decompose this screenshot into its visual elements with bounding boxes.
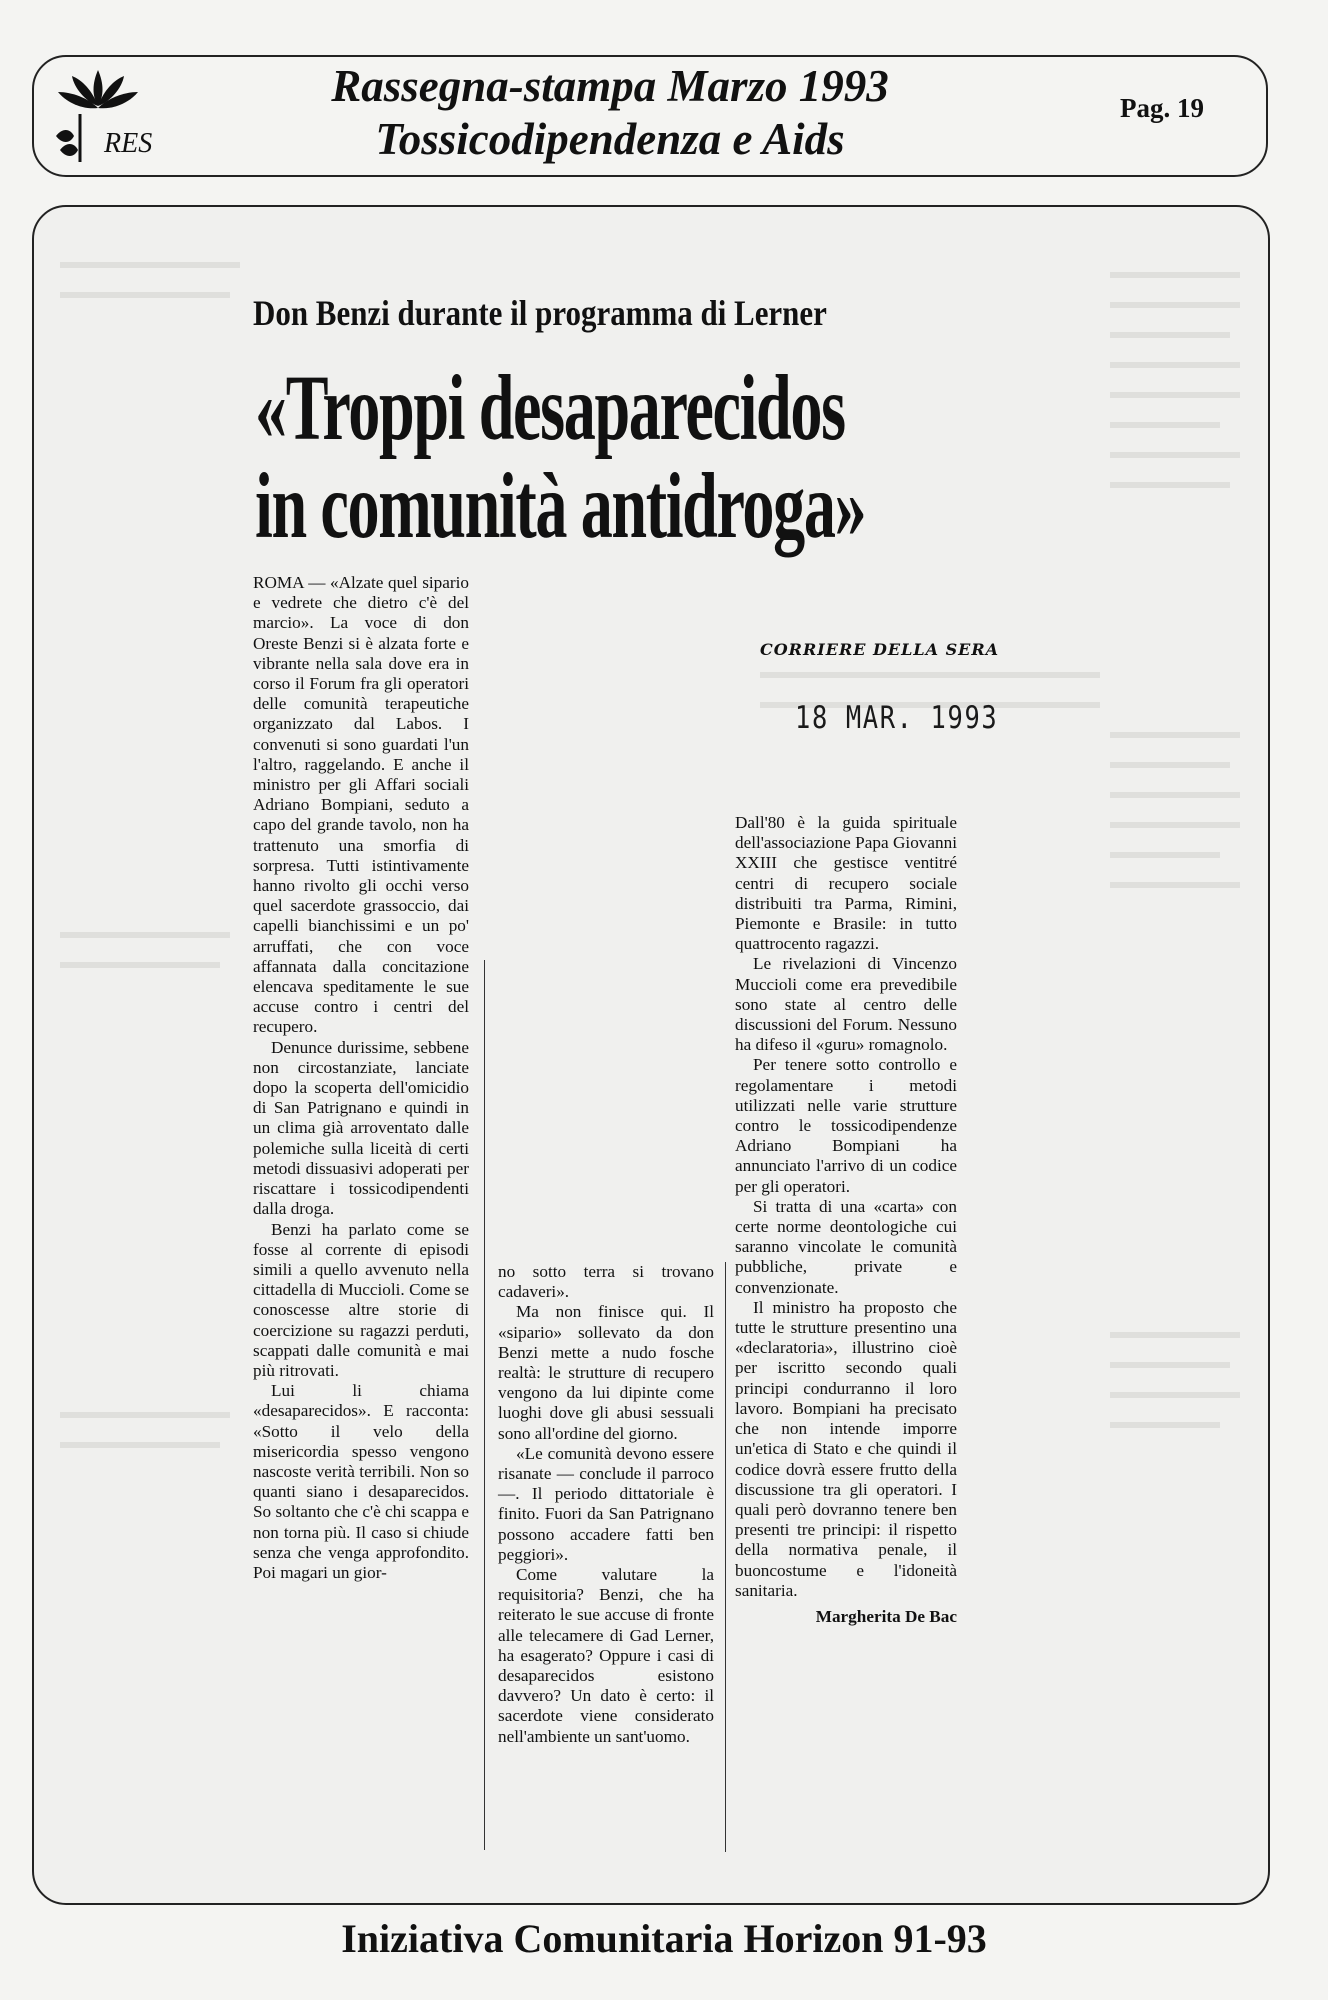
column-rule xyxy=(484,960,485,1850)
headline-line-1: «Troppi desaparecidos xyxy=(255,357,845,460)
newspaper-source: CORRIERE DELLA SERA xyxy=(760,640,1000,659)
logo-text: RES xyxy=(104,128,153,159)
byline: Margherita De Bac xyxy=(815,1606,957,1626)
column-rule xyxy=(725,1262,726,1852)
paragraph: Ma non finisce qui. Il «sipario» sollevato da don Benzi mette a nudo fosche realtà: le strutture di recupero vengono da lui dipinte come luoghi dove gli abusi sessuali sono all'ordine del giorno. xyxy=(498,1302,714,1443)
article-column-3 xyxy=(735,813,957,1627)
paragraph: Denunce durissime, sebbene non circostanziate, lanciate dopo la scoperta dell'omicidio di San Patrignano e quindi in un clima già arroventato dalle polemiche sulla liceità di certi metodi dissuasivi adoperati per riscattare i tossicodipendenti dalla droga. xyxy=(253,1037,469,1219)
header-title xyxy=(250,60,970,166)
article-column-1 xyxy=(253,573,469,1583)
paragraph: Si tratta di una «carta» con certe norme deontologiche cui saranno vincolate le comunità pubbliche, private e convenzionate. xyxy=(735,1196,957,1297)
paragraph: Il ministro ha proposto che tutte le strutture presentino una «declaratoria», illustrino cioè per iscritto secondo quali principi condurranno il loro lavoro. Bompiani ha precisato che non intende imporre un'etica di Stato e che quindi il codice dovrà essere frutto della discussione tra gli operatori. I quali però dovranno tenere ben presenti tre principi: il rispetto della normativa penale, il buoncostume e l'idoneità sanitaria. xyxy=(735,1297,957,1600)
paragraph: ROMA — «Alzate quel sipario e vedrete che dietro c'è del marcio». La voce di don Oreste Benzi si è alzata forte e vibrante nella sala dove era in corso il Forum fra gli operatori delle comunità terapeutiche organizzato dal Labos. I convenuti si sono guardati l'un l'altro, raggelando. E anche il ministro per gli Affari sociali Adriano Bompiani, seduto a capo del grande tavolo, non ha trattenuto una smorfia di sorpresa. Tutti istintivamente hanno rivolto gli occhi verso quel sacerdote grassoccio, dai capelli bianchissimi e un po' arruffati, che con voce affannata dalla concitazione elencava speditamente le sue accuse contro i centri del recupero. xyxy=(253,573,469,1037)
paragraph: Le rivelazioni di Vincenzo Muccioli come era prevedibile sono state al centro delle discussioni del Forum. Nessuno ha difeso il «guru» romagnolo. xyxy=(735,954,957,1055)
paragraph: Lui li chiama «desaparecidos». E racconta: «Sotto il velo della misericordia spesso vengono nascoste verità terribili. Non so quanti siano i desaparecidos. So soltanto che c'è chi scappa e non torna più. Il caso si chiude senza che venga approfondito. Poi magari un gior- xyxy=(253,1381,469,1582)
paragraph: Benzi ha parlato come se fosse al corrente di episodi simili a quello avvenuto nella cittadella di Muccioli. Come se conoscesse altre storie di coercizione su ragazzi perduti, scappati dalle comunità e mai più ritrovati. xyxy=(253,1219,469,1380)
article-kicker: Don Benzi durante il programma di Lerner xyxy=(253,293,827,333)
header-title-line-1: Rassegna-stampa Marzo 1993 xyxy=(331,61,889,111)
paragraph: no sotto terra si trovano cadaveri». xyxy=(498,1262,714,1302)
article-column-2 xyxy=(498,1262,714,1747)
page-number: Pag. 19 xyxy=(1120,93,1204,123)
header-title-line-2: Tossicodipendenza e Aids xyxy=(375,114,845,164)
paragraph: «Le comunità devono essere risanate — conclude il parroco —. Il periodo dittatoriale è finito. Fuori da San Patrignano possono accadere fatti ben peggiori». xyxy=(498,1443,714,1564)
paragraph: Per tenere sotto controllo e regolamentare i metodi utilizzati nelle varie strutture contro le tossicodipendenze Adriano Bompiani ha annunciato l'arrivo di un codice per gli operatori. xyxy=(735,1055,957,1196)
paragraph: Come valutare la requisitoria? Benzi, che ha reiterato le sue accuse di fronte alle telecamere di Gad Lerner, ha esagerato? Oppure i casi di desaparecidos esistono davvero? Un dato è certo: il sacerdote viene considerato nell'ambiente un sant'uomo. xyxy=(498,1565,714,1746)
footer-text: Iniziativa Comunitaria Horizon 91-93 xyxy=(341,1916,987,1961)
headline-line-2: in comunità antidroga» xyxy=(255,455,866,558)
article-headline xyxy=(255,357,866,558)
date-stamp: 18 MAR. 1993 xyxy=(795,700,999,736)
paragraph: Dall'80 è la guida spirituale dell'associazione Papa Giovanni XXIII che gestisce ventitré centri di recupero sociale distribuiti tra Parma, Rimini, Piemonte e Brasile: in tutto quattrocento ragazzi. xyxy=(735,813,957,954)
